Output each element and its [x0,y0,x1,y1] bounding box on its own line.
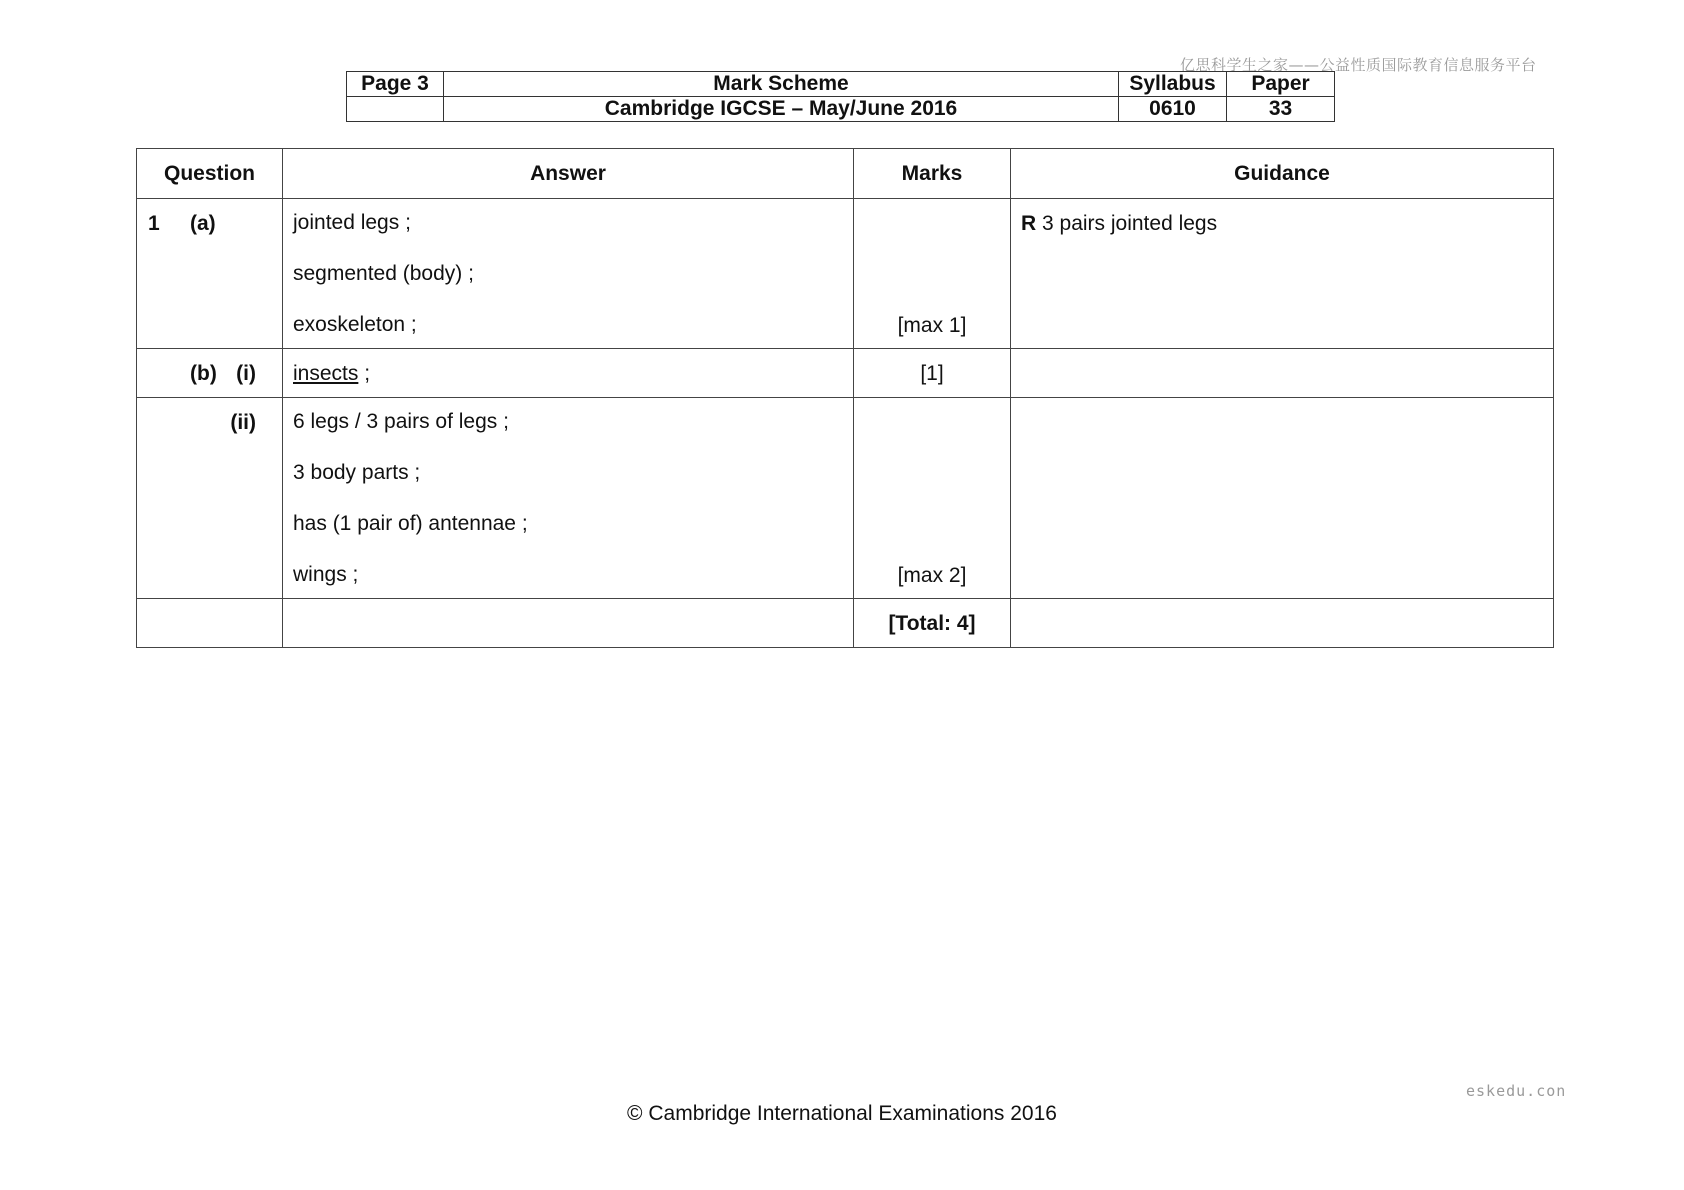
guidance-reject-marker: R [1021,212,1037,235]
column-header-question: Question [137,149,283,199]
marks-cell [854,398,1011,599]
header-table [346,71,1335,122]
answer-underlined-term: insects [293,362,359,385]
document-subtitle: Cambridge IGCSE – May/June 2016 [444,97,1119,122]
empty-cell [283,599,854,648]
marks-cell [854,199,1011,349]
table-row [137,199,1554,349]
guidance-cell [1011,349,1554,398]
table-row [137,398,1554,599]
answer-line: wings ; [293,563,359,586]
watermark-text: 亿思科学生之家——公益性质国际教育信息服务平台 [1180,56,1537,74]
question-subpart: (ii) [230,411,256,434]
answer-cell [283,199,854,349]
question-part: (b) [190,362,217,385]
question-cell [137,349,283,398]
question-cell [137,398,283,599]
marks-cell [854,349,1011,398]
answer-line: segmented (body) ; [293,262,474,285]
marks-value: [1] [920,362,944,385]
answer-line: jointed legs ; [293,211,411,234]
empty-cell [137,599,283,648]
paper-number: 33 [1227,97,1335,122]
guidance-cell [1011,199,1554,349]
question-subpart: (i) [236,362,256,385]
question-part: (a) [190,212,216,235]
table-row [137,349,1554,398]
answer-cell [283,349,854,398]
paper-label: Paper [1227,72,1335,97]
answer-line: has (1 pair of) antennae ; [293,512,528,535]
syllabus-label: Syllabus [1119,72,1227,97]
mark-scheme-table [136,148,1554,648]
answer-suffix: ; [358,362,371,385]
question-number: 1 [148,212,160,235]
document-title: Mark Scheme [444,72,1119,97]
header-empty-cell [347,97,444,122]
answer-line: exoskeleton ; [293,313,417,336]
answer-cell [283,398,854,599]
answer-line: 3 body parts ; [293,461,421,484]
column-header-marks: Marks [854,149,1011,199]
page-number: Page 3 [347,72,444,97]
syllabus-code: 0610 [1119,97,1227,122]
total-row [137,599,1554,648]
table-header-row [137,149,1554,199]
empty-cell [1011,599,1554,648]
total-marks-cell [854,599,1011,648]
question-cell [137,199,283,349]
copyright-footer: © Cambridge International Examinations 2016 [627,1102,1057,1125]
total-marks: [Total: 4] [888,612,976,635]
watermark-site: eskedu.con [1466,1082,1567,1100]
marks-value: [max 2] [897,564,967,587]
guidance-text: 3 pairs jointed legs [1036,212,1218,235]
marks-value: [max 1] [897,314,967,337]
column-header-answer: Answer [283,149,854,199]
column-header-guidance: Guidance [1011,149,1554,199]
answer-line: 6 legs / 3 pairs of legs ; [293,410,509,433]
guidance-cell [1011,398,1554,599]
